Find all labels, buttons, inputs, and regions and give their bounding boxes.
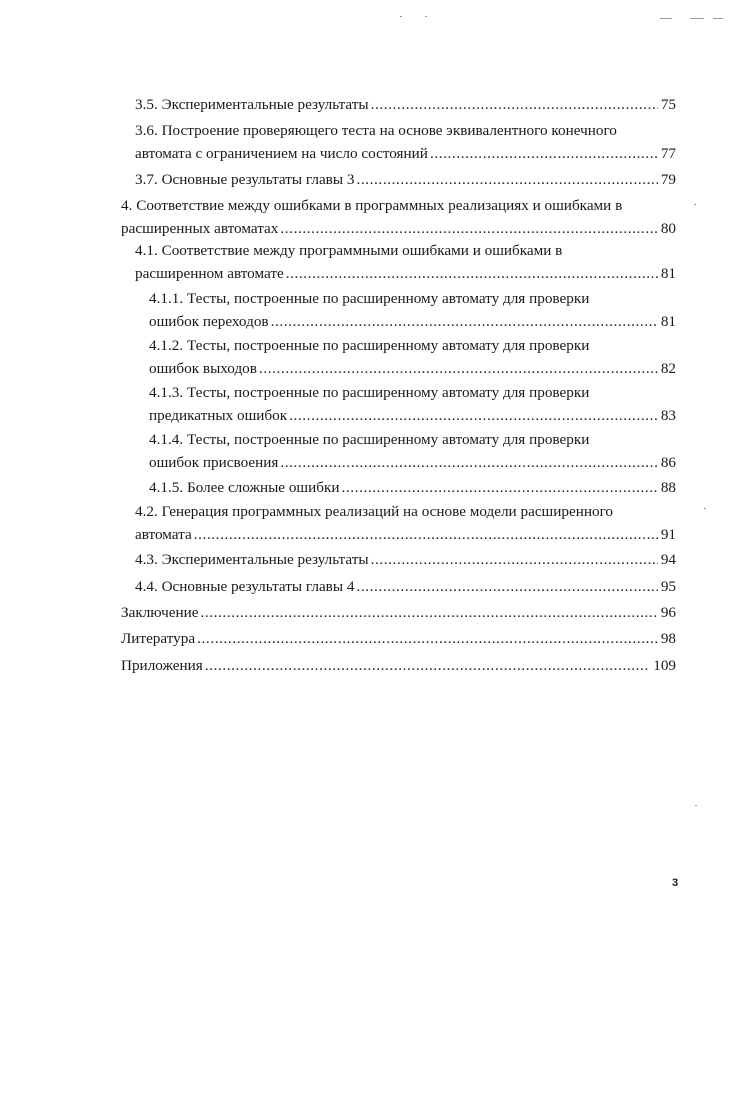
scan-speck [400,16,402,17]
scan-speck [690,18,704,19]
toc-entry [135,119,676,165]
toc-page-number: 75 [660,96,676,113]
dot-leader [280,451,657,474]
dot-leader [356,575,657,598]
scan-speck [425,16,427,17]
scan-speck [694,204,696,205]
scan-speck [660,18,672,19]
scan-speck [713,18,723,19]
dot-leader [259,357,658,380]
toc-entry [135,93,676,116]
toc-entry [149,381,676,427]
toc-entry-title-cont: расширенных автоматах [121,220,279,237]
toc-entry-title: 3.7. Основные результаты главы 3 [135,171,355,188]
toc-entry [149,428,676,474]
dot-leader [371,548,658,571]
toc-entry [121,654,676,677]
toc-entry-title-cont: автомата с ограничением на число состояний [135,145,428,162]
dot-leader [271,310,658,333]
toc-entry [149,334,676,380]
toc-page-number: 95 [660,578,676,595]
toc-page-number: 94 [660,551,676,568]
dot-leader [197,627,658,650]
toc-entry-title: Заключение [121,604,199,621]
toc-entry-title: 3.5. Экспериментальные результаты [135,96,369,113]
toc-entry-title-cont: ошибок выходов [149,360,257,377]
toc-entry [135,575,676,598]
toc-entry-title-cont: ошибок переходов [149,313,269,330]
dot-leader [286,262,658,285]
toc-entry [121,194,676,240]
toc-entry-title: 4.1.2. Тесты, построенные по расширенному автомату для проверки [149,337,590,354]
toc-entry [135,168,676,191]
dot-leader [280,217,657,240]
dot-leader [371,93,658,116]
dot-leader [342,476,658,499]
toc-page-number: 86 [660,454,676,471]
toc-entry-title-cont: расширенном автомате [135,265,284,282]
toc-entry [135,548,676,571]
toc-entry-title-cont: ошибок присвоения [149,454,279,471]
page-number: 3 [672,877,679,889]
toc-entry [149,476,676,499]
dot-leader [289,404,658,427]
toc-entry-title: 3.6. Построение проверяющего теста на основе эквивалентного конечного [135,122,617,139]
toc-page-number: 96 [660,604,676,621]
toc-page-number: 88 [660,479,676,496]
toc-entry [135,500,676,546]
toc-entry-title: 4.1. Соответствие между программными ошибками и ошибками в [135,242,563,259]
dot-leader [430,142,658,165]
toc-entry-title-cont: предикатных ошибок [149,407,288,424]
toc-entry-title: 4.1.1. Тесты, построенные по расширенному автомату для проверки [149,290,590,307]
dot-leader [205,654,650,677]
toc-page-number: 91 [660,526,676,543]
toc-entry-title: 4.4. Основные результаты главы 4 [135,578,355,595]
toc-entry [121,627,676,650]
toc-entry [149,287,676,333]
toc-entry [121,601,676,624]
toc-entry-title: 4.2. Генерация программных реализаций на основе модели расширенного [135,503,614,520]
toc-page-number: 98 [660,630,676,647]
dot-leader [356,168,657,191]
scan-speck [704,508,706,509]
toc-page-number: 81 [660,265,676,282]
toc-page-number: 83 [660,407,676,424]
toc-page-number: 79 [660,171,676,188]
toc-page-number: 82 [660,360,676,377]
toc-page-number: 80 [660,220,676,237]
toc-entry-title-cont: автомата [135,526,192,543]
toc-page-number: 109 [653,657,676,674]
toc-entry-title: Литература [121,630,196,647]
toc-entry-title: Приложения [121,657,203,674]
dot-leader [194,523,658,546]
toc-entry-title: 4.1.5. Более сложные ошибки [149,479,340,496]
toc-entry [135,239,676,285]
toc-entry-title: 4.3. Экспериментальные результаты [135,551,369,568]
toc-entry-title: 4. Соответствие между ошибками в программных реализациях и ошибками в [121,197,623,214]
toc-entry-title: 4.1.3. Тесты, построенные по расширенному автомату для проверки [149,384,590,401]
toc-page-number: 81 [660,313,676,330]
toc-page-number: 77 [660,145,676,162]
dot-leader [200,601,657,624]
scan-speck [695,805,697,806]
toc-entry-title: 4.1.4. Тесты, построенные по расширенному автомату для проверки [149,431,590,448]
